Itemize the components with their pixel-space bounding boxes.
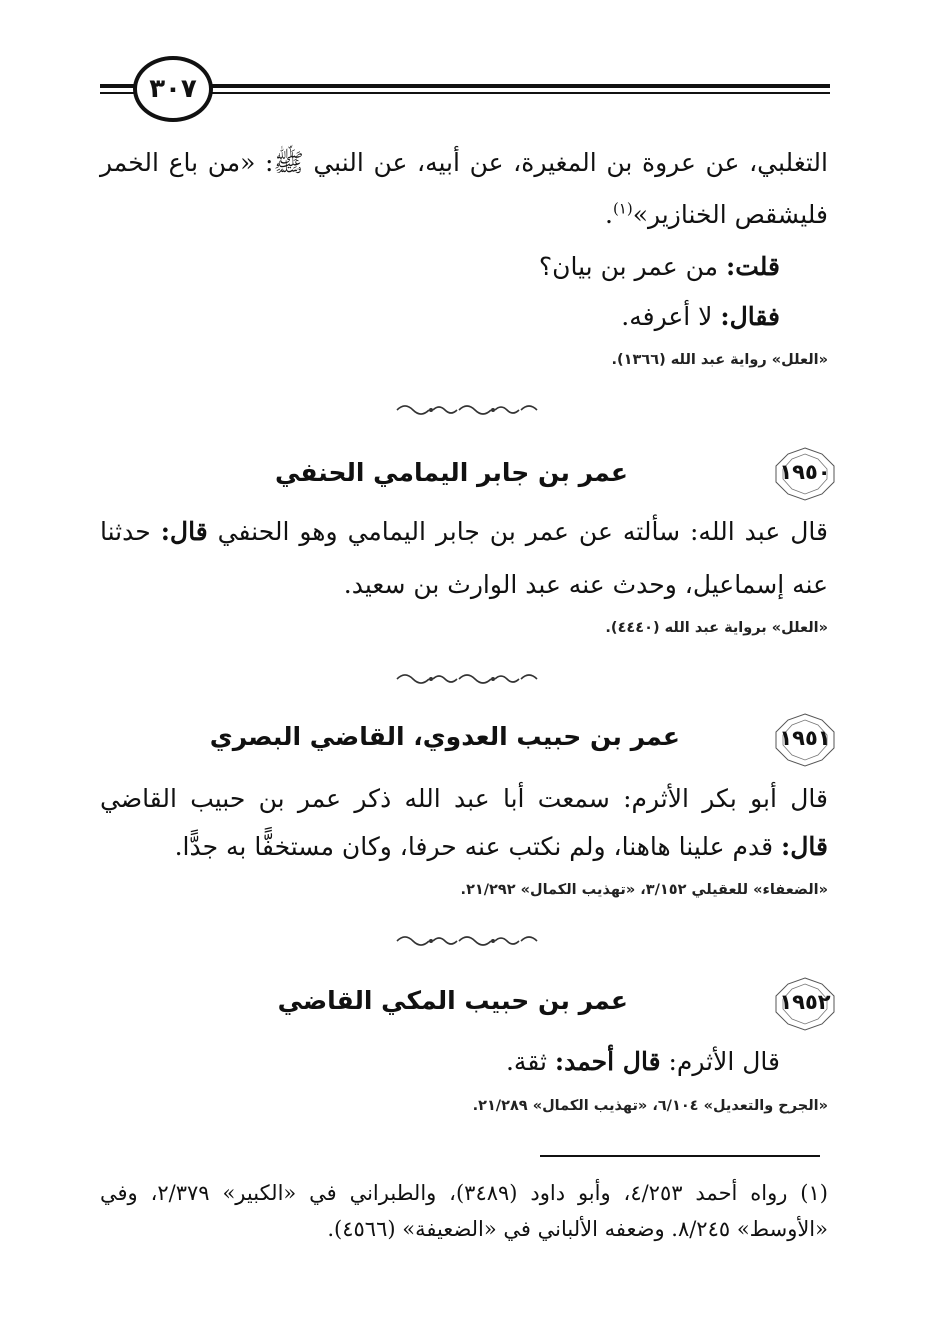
- footnote-line-2: «الأوسط» ٨/٢٤٥. وضعفه الألباني في «الضعيفة» (٤٥٦٦).: [327, 1217, 828, 1241]
- entry-number-badge: ١٩٥٠: [770, 446, 840, 502]
- page-number: ٣٠٧: [133, 56, 213, 122]
- entry-text-line: قال الأثرم: قال أحمد: ثقة.: [505, 1047, 780, 1076]
- intro-line-1: التغلبي، عن عروة بن المغيرة، عن أبيه، عن النبي ﷺ: «من باع الخمر: [100, 148, 828, 177]
- source-citation: «الجرح والتعديل» ٦/١٠٤، «تهذيب الكمال» ٢١/٢٨٩.: [472, 1098, 828, 1114]
- footnote-ref[interactable]: (١): [612, 199, 633, 218]
- entry-number-badge: ١٩٥١: [770, 712, 840, 768]
- intro-line-2: فليشقص الخنازير»$^{(١)}$.: [604, 199, 828, 229]
- entry-text-line: عنه إسماعيل، وحدث عنه عبد الوارث بن سعيد.: [343, 570, 828, 599]
- answer-line: فقال: لا أعرفه.: [621, 302, 780, 331]
- entry-number-badge: ١٩٥٢: [770, 976, 840, 1032]
- entry-text-line: قال: قدم علينا هاهنا، ولم نكتب عنه حرفا، وكان مستخفًّا به جدًّا.: [174, 832, 828, 861]
- footnote-rule: [540, 1155, 820, 1157]
- source-citation: «العلل» رواية عبد الله (١٣٦٦).: [611, 352, 828, 368]
- entry-text-line: قال عبد الله: سألته عن عمر بن جابر اليمامي وهو الحنفي قال: حدثنا: [100, 517, 828, 546]
- entry-title: عمر بن حبيب العدوي، القاضي البصري: [209, 722, 680, 751]
- ornament-divider-1: [395, 403, 540, 417]
- footnote-line-1: (١) رواه أحمد ٤/٢٥٣، وأبو داود (٣٤٨٩)، والطبراني في «الكبير» ٢/٣٧٩، وفي: [100, 1181, 828, 1205]
- ornament-divider-3: [395, 934, 540, 948]
- ornament-divider-2: [395, 672, 540, 686]
- source-citation: «العلل» برواية عبد الله (٤٤٤٠).: [605, 620, 828, 636]
- entry-title: عمر بن حبيب المكي القاضي: [277, 986, 628, 1015]
- question-line: قلت: من عمر بن بيان؟: [538, 252, 780, 281]
- entry-text-line: قال أبو بكر الأثرم: سمعت أبا عبد الله ذكر عمر بن حبيب القاضي: [100, 784, 828, 813]
- source-citation: «الضعفاء» للعقيلي ٣/١٥٢، «تهذيب الكمال» ٢١/٢٩٢.: [460, 882, 828, 898]
- entry-title: عمر بن جابر اليمامي الحنفي: [275, 458, 628, 487]
